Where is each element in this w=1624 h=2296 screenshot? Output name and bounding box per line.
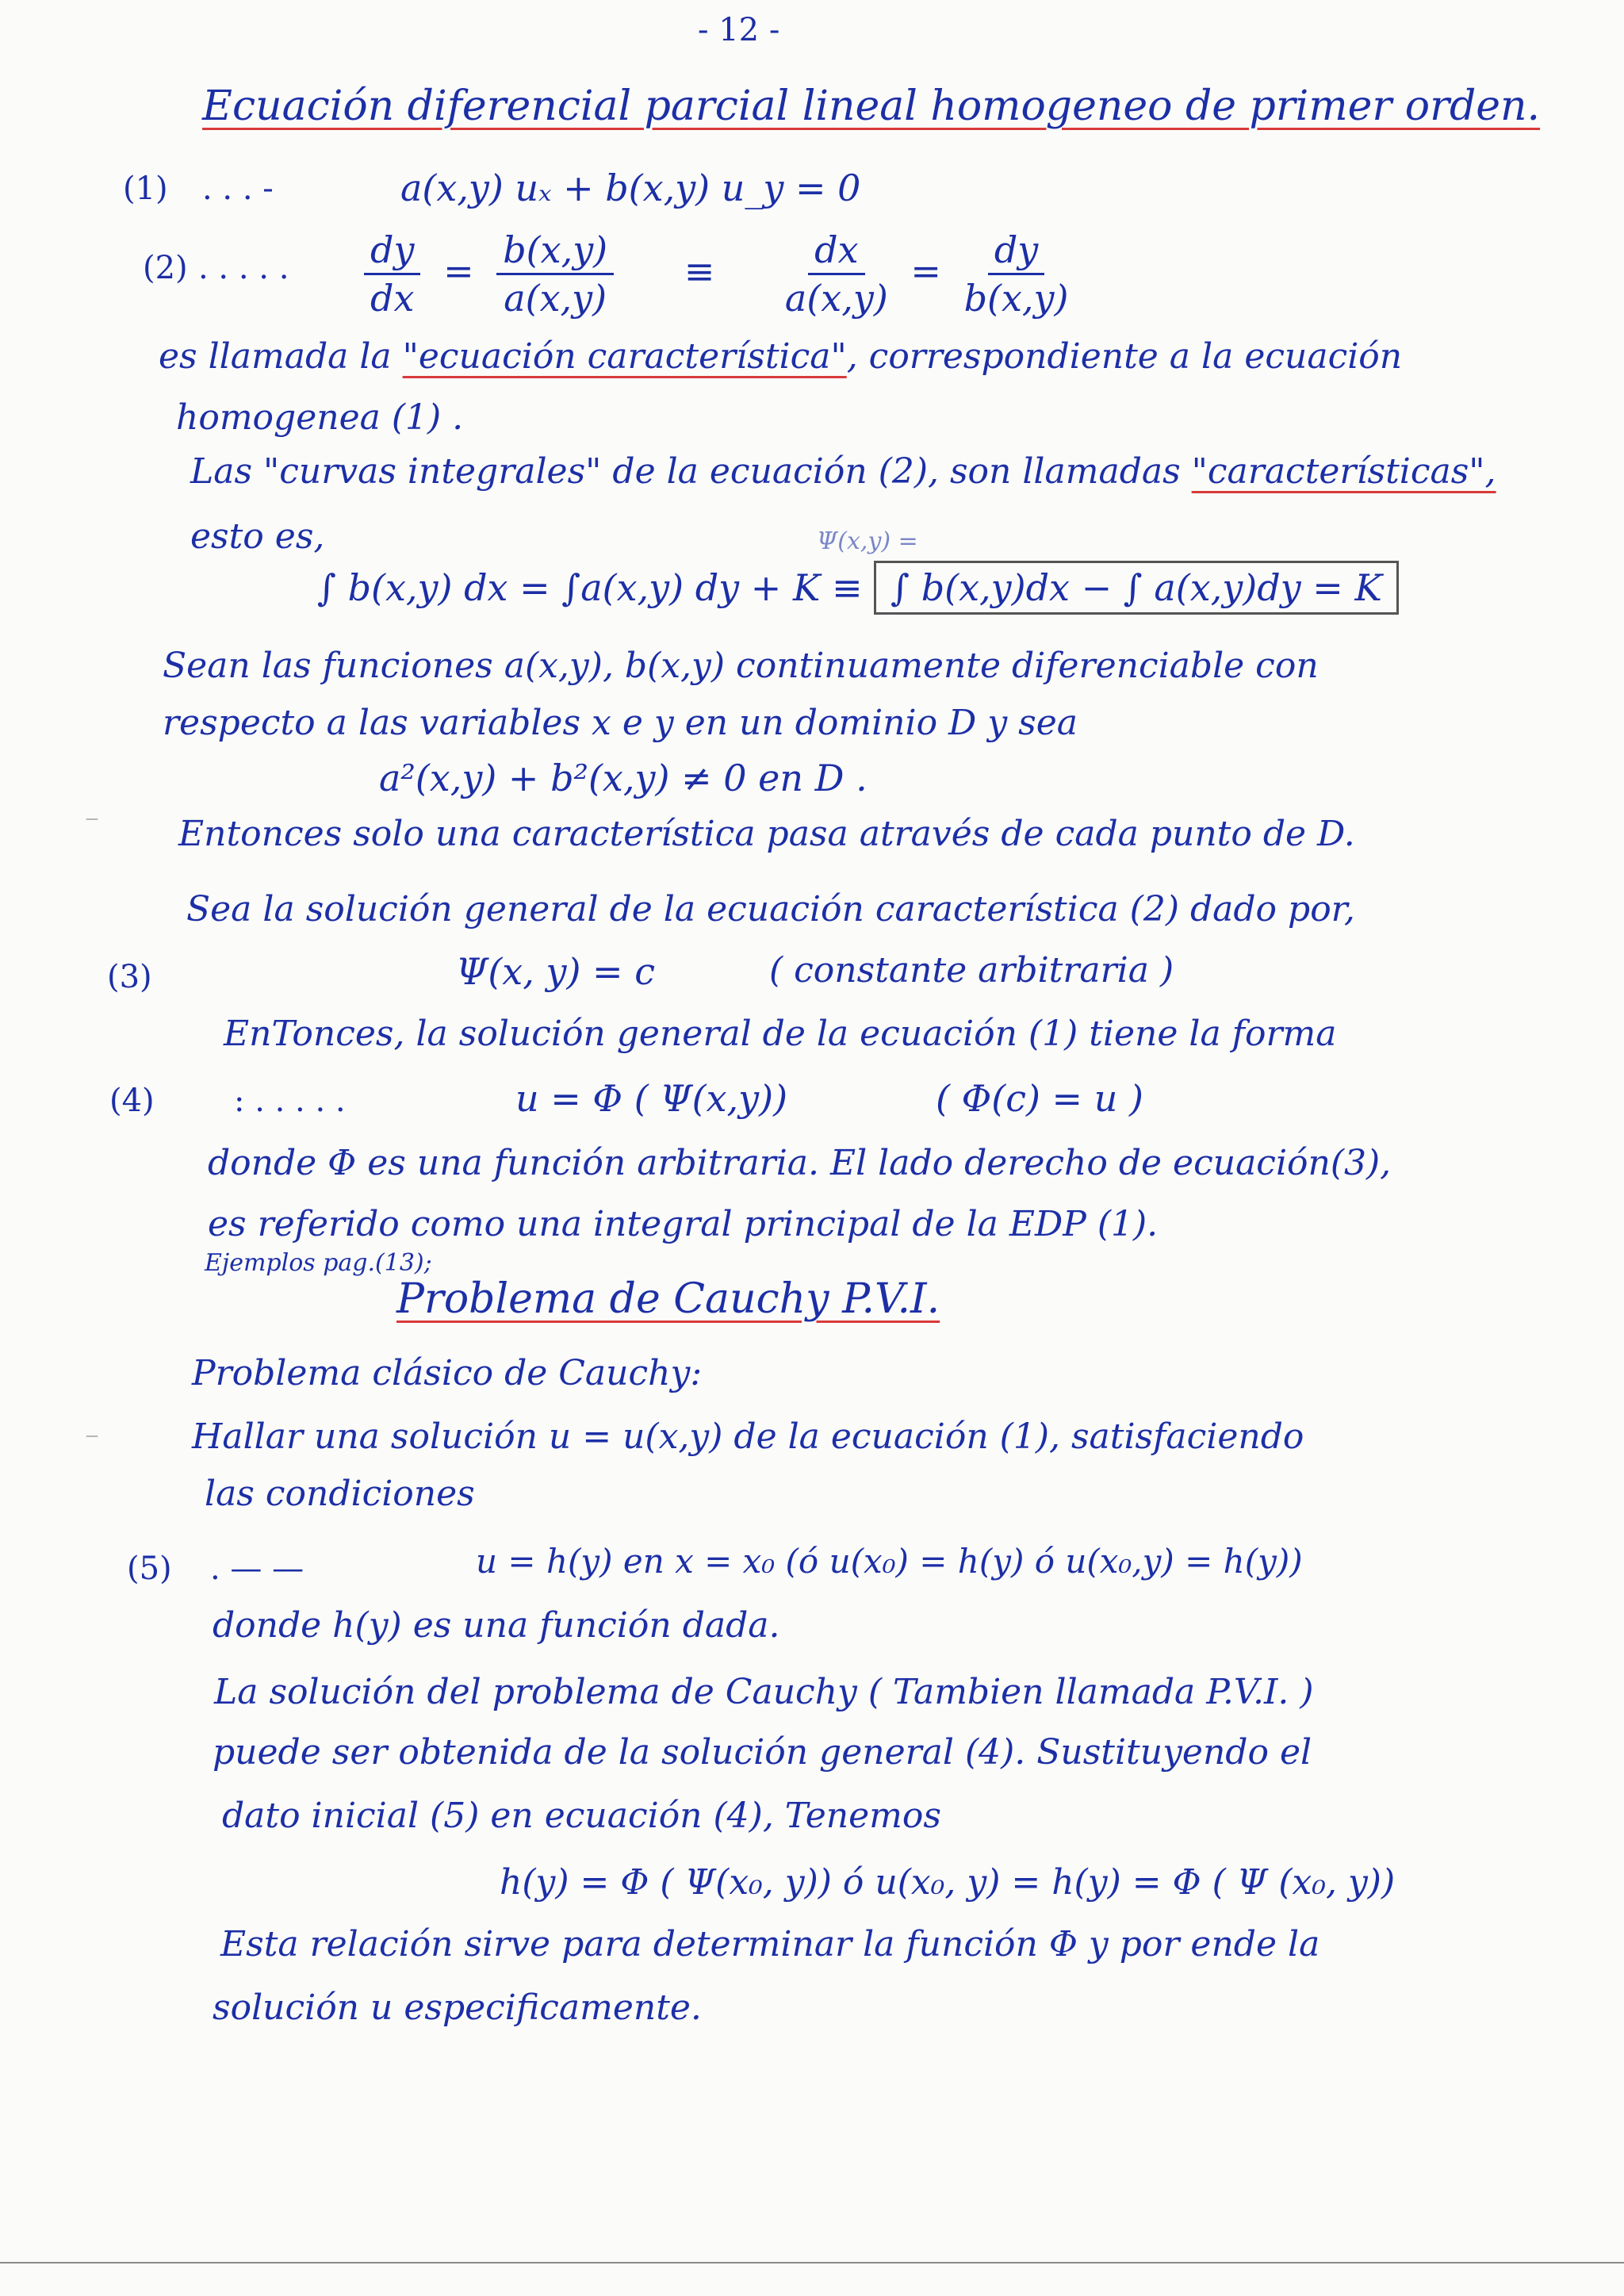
margin-mark: — (86, 811, 98, 826)
eq2-leader: . . . . . (198, 250, 289, 286)
page-bottom-rule (0, 2262, 1624, 2263)
eq4-leader: : . . . . . (234, 1083, 346, 1119)
margin-mark: — (86, 1428, 98, 1443)
numerator: dy (364, 232, 420, 275)
eq1-leader: . . . - (202, 171, 274, 207)
equation-4-note: ( Φ(c) = u ) (936, 1077, 1143, 1120)
equation-3: Ψ(x, y) = c (456, 950, 655, 993)
term-caracteristicas: "características", (1191, 451, 1496, 492)
eq5-leader: . — — (210, 1550, 304, 1587)
equation-5: u = h(y) en x = x₀ (ó u(x₀) = h(y) ó u(x₀,y) = h(y)) (476, 1542, 1303, 1581)
fraction-b-a (496, 228, 614, 320)
equals-sign: = (443, 249, 474, 293)
equation-4: u = Φ ( Ψ(x,y)) (515, 1077, 788, 1120)
equation-cauchy-substitution: h(y) = Φ ( Ψ(x₀, y)) ó u(x₀, y) = h(y) = Φ ( Ψ (x₀, y)) (500, 1862, 1396, 1903)
denominator: a(x,y) (784, 277, 888, 320)
equivalence-sign: ≡ (684, 249, 715, 293)
text-line: La solución del problema de Cauchy ( Tambien llamada P.V.I. ) (214, 1672, 1314, 1712)
text-line: dato inicial (5) en ecuación (4), Tenemos (222, 1796, 941, 1836)
eq5-label: (5) (127, 1550, 172, 1587)
text-line: Problema clásico de Cauchy: (192, 1353, 703, 1393)
text-line: respecto a las variables x e y en un dominio D y sea (163, 703, 1078, 743)
text-line: donde h(y) es una función dada. (213, 1605, 780, 1646)
text-run: , correspondiente a la ecuación (846, 336, 1403, 377)
text-line: Hallar una solución u = u(x,y) de la ecuación (1), satisfaciendo (192, 1416, 1304, 1457)
page-title: Ecuación diferencial parcial lineal homogeneo de primer orden. (202, 82, 1541, 130)
equation-3-note: ( constante arbitraria ) (769, 950, 1174, 991)
eq3-label: (3) (107, 959, 152, 995)
section-subtitle: Problema de Cauchy P.V.I. (396, 1275, 940, 1323)
text-line-characteristic (159, 336, 1403, 377)
denominator: b(x,y) (963, 277, 1069, 320)
text-line: es referido como una integral principal de la EDP (1). (208, 1204, 1159, 1244)
nonzero-condition: a²(x,y) + b²(x,y) ≠ 0 en D . (379, 757, 868, 799)
fraction-dx-a (784, 228, 888, 320)
denominator: a(x,y) (504, 277, 607, 320)
text-line: esto es, (190, 516, 325, 557)
denominator: dx (370, 277, 415, 320)
eq1-label: (1) (123, 171, 168, 207)
text-line: EnTonces, la solución general de la ecuación (1) tiene la forma (224, 1014, 1337, 1054)
text-line: homogenea (1) . (176, 397, 464, 438)
text-line: Esta relación sirve para determinar la función Φ y por ende la (220, 1924, 1320, 1964)
text-line: Sea la solución general de la ecuación característica (2) dado por, (186, 889, 1355, 930)
text-run: es llamada la (159, 336, 403, 377)
text-line: las condiciones (205, 1474, 475, 1514)
integral-relation (317, 566, 1399, 609)
numerator: dy (988, 232, 1044, 275)
psi-annotation: Ψ(x,y) = (817, 527, 918, 555)
text-line: Sean las funciones a(x,y), b(x,y) continuamente diferenciable con (163, 646, 1319, 686)
text-run: Las "curvas integrales" de la ecuación (2), son llamadas (190, 451, 1192, 492)
term-ecuacion-caracteristica: "ecuación característica" (402, 336, 847, 377)
equals-sign: = (910, 249, 941, 293)
text-line: puede ser obtenida de la solución general (4). Sustituyendo el (213, 1732, 1312, 1773)
eq4-label: (4) (109, 1083, 155, 1119)
text-line: donde Φ es una función arbitraria. El lado derecho de ecuación(3), (208, 1143, 1392, 1183)
text-line-integral-curves (190, 451, 1496, 492)
examples-reference: Ejemplos pag.(13); (205, 1249, 432, 1277)
numerator: dx (808, 232, 864, 275)
equation-2 (353, 228, 1079, 320)
equation-1: a(x,y) uₓ + b(x,y) u_y = 0 (400, 167, 861, 209)
text-line: Entonces solo una característica pasa através de cada punto de D. (178, 814, 1355, 854)
integral-left: ∫ b(x,y) dx = ∫a(x,y) dy + K ≡ (317, 566, 863, 609)
eq2-label: (2) (143, 250, 188, 286)
page-number: - 12 - (698, 12, 780, 48)
numerator: b(x,y) (496, 232, 614, 275)
text-line: solución u especificamente. (213, 1987, 702, 2028)
fraction-dy-dx (364, 228, 420, 320)
fraction-dy-b (963, 228, 1069, 320)
boxed-integral: ∫ b(x,y)dx − ∫ a(x,y)dy = K (874, 561, 1399, 615)
